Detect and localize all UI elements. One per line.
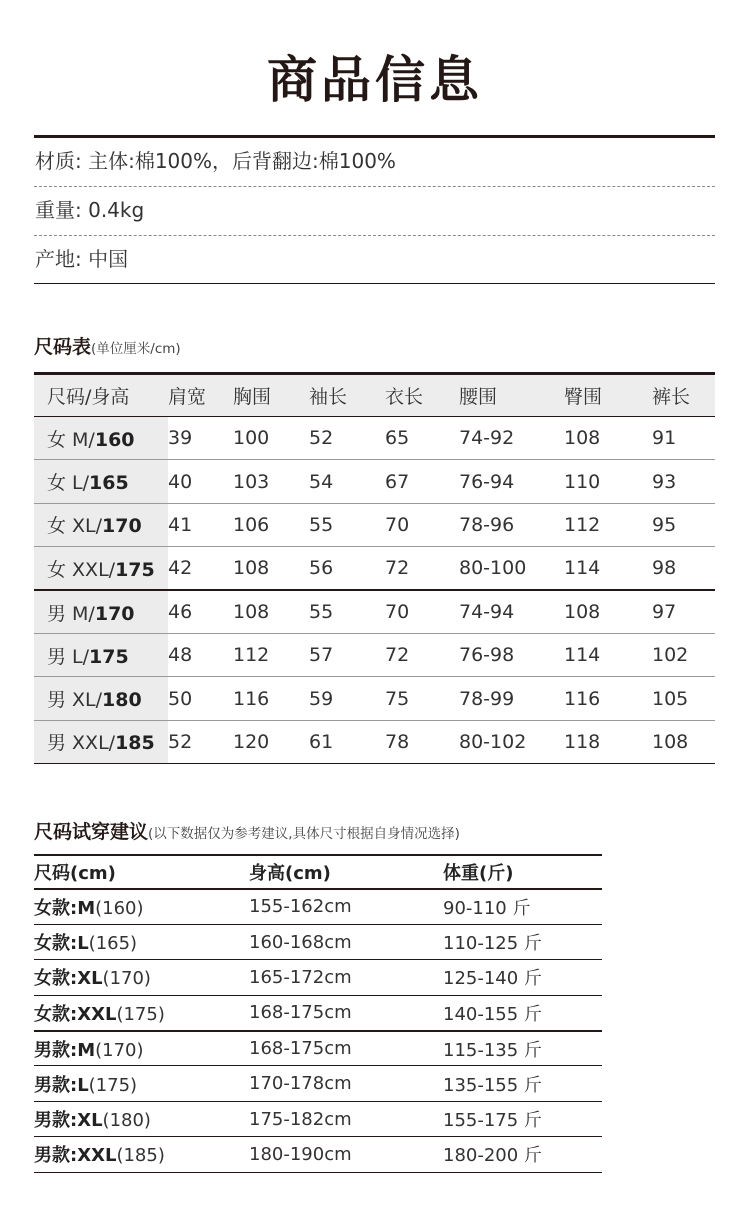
fit-guide-row (34, 889, 602, 924)
measurement-cell: 72 (385, 547, 459, 590)
fit-guide-row (34, 1066, 602, 1101)
measurement-cell: 114 (564, 633, 652, 676)
size-height: 160 (94, 428, 135, 451)
fit-guide-row (34, 1137, 602, 1172)
material-row: 材质: 主体:棉100%，后背翻边:棉100% (34, 138, 715, 187)
size-height: 170 (94, 602, 135, 625)
measurement-cell: 76-98 (459, 633, 564, 676)
fit-size-number: (170) (102, 968, 151, 990)
size-label: 男 M/ (47, 602, 95, 625)
size-chart-row (34, 417, 715, 460)
origin-row: 产地: 中国 (34, 236, 715, 284)
fit-weight-cell: 110-125 斤 (443, 924, 602, 959)
measurement-cell: 100 (233, 417, 309, 460)
measurement-cell: 112 (233, 633, 309, 676)
fit-guide-row (34, 995, 602, 1030)
measurement-cell: 74-94 (459, 590, 564, 633)
column-header: 肩宽 (168, 374, 233, 417)
fit-size-label: 男款:XXL (34, 1145, 117, 1167)
column-header: 尺码/身高 (34, 374, 168, 417)
measurement-cell: 57 (309, 633, 385, 676)
measurement-cell: 93 (652, 460, 715, 503)
fit-weight-cell: 125-140 斤 (443, 960, 602, 995)
fit-size-cell (34, 889, 249, 924)
measurement-cell: 106 (233, 503, 309, 546)
measurement-cell: 74-92 (459, 417, 564, 460)
measurement-cell: 102 (652, 633, 715, 676)
size-height: 180 (102, 689, 142, 712)
measurement-cell: 108 (233, 547, 309, 590)
size-cell (34, 503, 168, 546)
measurement-cell: 42 (168, 547, 233, 590)
measurement-cell: 70 (385, 590, 459, 633)
measurement-cell: 72 (385, 633, 459, 676)
measurement-cell: 98 (652, 547, 715, 590)
fit-size-cell (34, 1066, 249, 1101)
fit-height-cell: 160-168cm (249, 924, 443, 959)
fit-weight-cell: 155-175 斤 (443, 1101, 602, 1136)
measurement-cell: 46 (168, 590, 233, 633)
fit-guide-table (34, 854, 602, 1173)
column-header: 臀围 (564, 374, 652, 417)
size-chart-row (34, 590, 715, 633)
measurement-cell: 54 (309, 460, 385, 503)
size-chart-heading (34, 332, 181, 359)
measurement-cell: 76-94 (459, 460, 564, 503)
fit-weight-cell: 90-110 斤 (443, 889, 602, 924)
measurement-cell: 108 (564, 417, 652, 460)
size-label: 男 XXL/ (47, 732, 116, 755)
measurement-cell: 78 (385, 720, 459, 763)
fit-size-cell (34, 924, 249, 959)
fit-weight-cell: 115-135 斤 (443, 1031, 602, 1066)
fit-size-cell (34, 1101, 249, 1136)
size-cell (34, 417, 168, 460)
fit-height-cell: 155-162cm (249, 889, 443, 924)
fit-guide-row (34, 1031, 602, 1066)
measurement-cell: 67 (385, 460, 459, 503)
fit-height-cell: 165-172cm (249, 960, 443, 995)
fit-weight-cell: 140-155 斤 (443, 995, 602, 1030)
fit-size-number: (165) (88, 933, 138, 955)
fit-size-label: 男款:L (34, 1074, 89, 1096)
size-cell (34, 460, 168, 503)
fit-guide-row (34, 960, 602, 995)
fit-size-cell (34, 995, 249, 1030)
size-height: 170 (102, 515, 142, 538)
fit-size-cell (34, 960, 249, 995)
size-label: 女 XL/ (47, 515, 103, 538)
size-chart-note: (单位厘米/cm) (91, 341, 181, 357)
fit-guide-header-row (34, 855, 602, 889)
measurement-cell: 108 (564, 590, 652, 633)
column-header: 尺码(cm) (34, 855, 249, 889)
measurement-cell: 75 (385, 677, 459, 720)
measurement-cell: 55 (309, 590, 385, 633)
fit-guide-note: (以下数据仅为参考建议,具体尺寸根据自身情况选择) (148, 826, 460, 842)
measurement-cell: 52 (168, 720, 233, 763)
size-cell (34, 633, 168, 676)
measurement-cell: 78-96 (459, 503, 564, 546)
column-header: 胸围 (233, 374, 309, 417)
fit-weight-cell: 135-155 斤 (443, 1066, 602, 1101)
size-chart-header-row (34, 374, 715, 417)
fit-guide-row (34, 1101, 602, 1136)
fit-height-cell: 175-182cm (249, 1101, 443, 1136)
measurement-cell: 78-99 (459, 677, 564, 720)
measurement-cell: 59 (309, 677, 385, 720)
fit-guide-heading (34, 817, 460, 844)
measurement-cell: 114 (564, 547, 652, 590)
fit-size-label: 女款:XXL (34, 1003, 117, 1025)
size-chart-row (34, 460, 715, 503)
column-header: 身高(cm) (249, 855, 443, 889)
measurement-cell: 56 (309, 547, 385, 590)
measurement-cell: 65 (385, 417, 459, 460)
measurement-cell: 39 (168, 417, 233, 460)
fit-size-label: 女款:L (34, 933, 89, 955)
fit-size-number: (175) (88, 1074, 138, 1096)
size-label: 女 XXL/ (47, 558, 116, 581)
fit-height-cell: 168-175cm (249, 995, 443, 1030)
product-info-list (34, 135, 715, 284)
measurement-cell: 110 (564, 460, 652, 503)
measurement-cell: 48 (168, 633, 233, 676)
column-header: 袖长 (309, 374, 385, 417)
measurement-cell: 55 (309, 503, 385, 546)
size-cell (34, 590, 168, 633)
size-height: 175 (89, 645, 129, 668)
fit-size-number: (180) (102, 1110, 151, 1132)
size-height: 165 (89, 472, 129, 495)
size-chart-row (34, 677, 715, 720)
size-label: 女 M/ (47, 428, 95, 451)
measurement-cell: 80-102 (459, 720, 564, 763)
size-chart-row (34, 547, 715, 590)
measurement-cell: 95 (652, 503, 715, 546)
size-chart-row (34, 503, 715, 546)
fit-size-number: (170) (95, 1039, 144, 1061)
fit-size-cell (34, 1137, 249, 1172)
fit-guide-row (34, 924, 602, 959)
size-chart-row (34, 633, 715, 676)
weight-row: 重量: 0.4kg (34, 187, 715, 236)
size-cell (34, 547, 168, 590)
size-chart-title: 尺码表 (34, 336, 92, 358)
fit-size-label: 女款:M (34, 897, 96, 919)
fit-size-number: (160) (95, 897, 144, 919)
measurement-cell: 91 (652, 417, 715, 460)
column-header: 裤长 (652, 374, 715, 417)
measurement-cell: 70 (385, 503, 459, 546)
fit-guide-title: 尺码试穿建议 (34, 821, 149, 843)
measurement-cell: 118 (564, 720, 652, 763)
measurement-cell: 52 (309, 417, 385, 460)
measurement-cell: 41 (168, 503, 233, 546)
measurement-cell: 97 (652, 590, 715, 633)
size-label: 男 XL/ (47, 689, 103, 712)
measurement-cell: 108 (233, 590, 309, 633)
fit-size-label: 女款:XL (34, 968, 103, 990)
fit-height-cell: 170-178cm (249, 1066, 443, 1101)
fit-size-label: 男款:XL (34, 1110, 103, 1132)
fit-height-cell: 168-175cm (249, 1031, 443, 1066)
measurement-cell: 61 (309, 720, 385, 763)
fit-size-number: (175) (116, 1003, 165, 1025)
size-label: 男 L/ (47, 645, 90, 668)
measurement-cell: 40 (168, 460, 233, 503)
measurement-cell: 116 (233, 677, 309, 720)
column-header: 体重(斤) (443, 855, 602, 889)
measurement-cell: 103 (233, 460, 309, 503)
measurement-cell: 105 (652, 677, 715, 720)
measurement-cell: 116 (564, 677, 652, 720)
fit-weight-cell: 180-200 斤 (443, 1137, 602, 1172)
column-header: 腰围 (459, 374, 564, 417)
size-label: 女 L/ (47, 472, 90, 495)
page-title: 商品信息 (267, 51, 483, 109)
fit-size-cell (34, 1031, 249, 1066)
column-header: 衣长 (385, 374, 459, 417)
size-height: 175 (115, 558, 155, 581)
measurement-cell: 80-100 (459, 547, 564, 590)
size-cell (34, 677, 168, 720)
measurement-cell: 112 (564, 503, 652, 546)
measurement-cell: 50 (168, 677, 233, 720)
fit-size-number: (185) (116, 1145, 165, 1167)
size-chart-table (34, 372, 715, 764)
size-cell (34, 720, 168, 763)
size-chart-row (34, 720, 715, 763)
measurement-cell: 108 (652, 720, 715, 763)
fit-size-label: 男款:M (34, 1039, 96, 1061)
size-height: 185 (115, 732, 155, 755)
measurement-cell: 120 (233, 720, 309, 763)
fit-height-cell: 180-190cm (249, 1137, 443, 1172)
